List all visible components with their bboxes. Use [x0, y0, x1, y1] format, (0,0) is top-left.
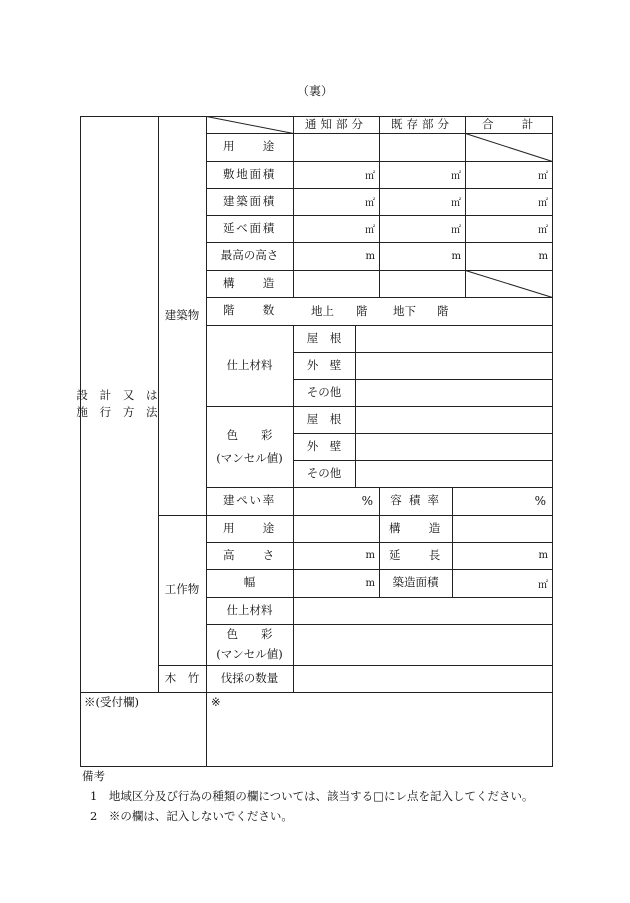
- use-label: 用 途: [223, 139, 276, 154]
- s2-use-label: 用 途: [223, 520, 276, 535]
- unit-m: m: [538, 550, 548, 561]
- unit-m: m: [538, 250, 548, 262]
- design-method-line1: 設 計 又 は: [76, 387, 162, 402]
- note-item: 1 地域区分及び行為の種類の欄については、該当する□にレ点を記入してください。: [90, 789, 534, 803]
- unit-sqm: ㎡: [538, 171, 548, 182]
- reception-mark: ※: [211, 695, 221, 709]
- unit-sqm: ㎡: [538, 579, 548, 591]
- building-label: 建築物: [164, 307, 200, 322]
- structure-label: 構 造: [223, 275, 276, 290]
- finish-label: 仕上材料: [226, 357, 273, 372]
- page-title: （裏）: [296, 84, 333, 98]
- wall-label: 外 壁: [306, 438, 342, 453]
- unit-sqm: ㎡: [451, 171, 461, 182]
- timber-qty-label: 伐採の数量: [220, 670, 279, 685]
- floors-unit: 階: [356, 304, 368, 318]
- unit-sqm: ㎡: [538, 198, 548, 209]
- other-label: その他: [306, 465, 342, 480]
- s2-structure-label: 構 造: [389, 520, 442, 535]
- s2-length-label: 延 長: [389, 547, 442, 562]
- unit-m: m: [365, 250, 375, 262]
- far-label: 容 積 率: [390, 493, 441, 508]
- unit-sqm: ㎡: [365, 198, 375, 209]
- unit-m: m: [451, 250, 461, 262]
- reception-label: ※(受付欄): [84, 695, 139, 709]
- s2-color-label: [206, 624, 293, 665]
- structure2-label: 工作物: [164, 582, 200, 597]
- far-unit: %: [534, 494, 546, 508]
- floors-label: 階 数: [223, 303, 276, 318]
- timber-label: 木 竹: [164, 670, 200, 685]
- s2-color-label-2: (マンセル値): [216, 646, 283, 661]
- color-label-1: 色 彩: [226, 427, 273, 442]
- coverage-label: 建ぺい率: [223, 493, 276, 508]
- coverage-unit: %: [361, 494, 373, 508]
- unit-m: m: [365, 550, 375, 561]
- col-existing: 既存部分: [390, 117, 454, 132]
- s2-width-label: 幅: [243, 575, 256, 590]
- unit-sqm: ㎡: [451, 225, 461, 236]
- floors-above: 地上: [311, 304, 334, 318]
- roof-label: 屋 根: [306, 411, 342, 426]
- notes-heading: 備考: [82, 769, 105, 783]
- site-area-label: 敷地面積: [223, 166, 276, 181]
- unit-m: m: [365, 577, 375, 589]
- roof-label: 屋 根: [306, 330, 342, 345]
- color-label: [206, 406, 293, 487]
- unit-sqm: ㎡: [538, 225, 548, 236]
- wall-label: 外 壁: [306, 357, 342, 372]
- other-label: その他: [306, 384, 342, 399]
- s2-finish-label: 仕上材料: [226, 602, 273, 617]
- col-total: 合 計: [482, 117, 535, 132]
- unit-sqm: ㎡: [365, 225, 375, 236]
- unit-sqm: ㎡: [451, 198, 461, 209]
- floors-below: 地下: [393, 304, 416, 318]
- floor-area-label: 延べ面積: [223, 220, 276, 235]
- design-method-line2: 施 行 方 法: [76, 405, 162, 419]
- s2-color-label-1: 色 彩: [226, 626, 273, 641]
- note-item: 2 ※の欄は、記入しないでください。: [90, 809, 293, 823]
- building-area-label: 建築面積: [223, 193, 276, 208]
- s2-height-label: 高 さ: [223, 547, 276, 562]
- design-method-label: [76, 116, 162, 692]
- s2-built-area-label: 築造面積: [392, 575, 439, 590]
- col-notified: 通知部分: [304, 117, 368, 132]
- floors-unit: 階: [437, 304, 449, 318]
- notes: [82, 766, 533, 826]
- unit-sqm: ㎡: [365, 171, 375, 182]
- max-height-label: 最高の高さ: [220, 248, 279, 263]
- color-label-2: (マンセル値): [216, 450, 283, 465]
